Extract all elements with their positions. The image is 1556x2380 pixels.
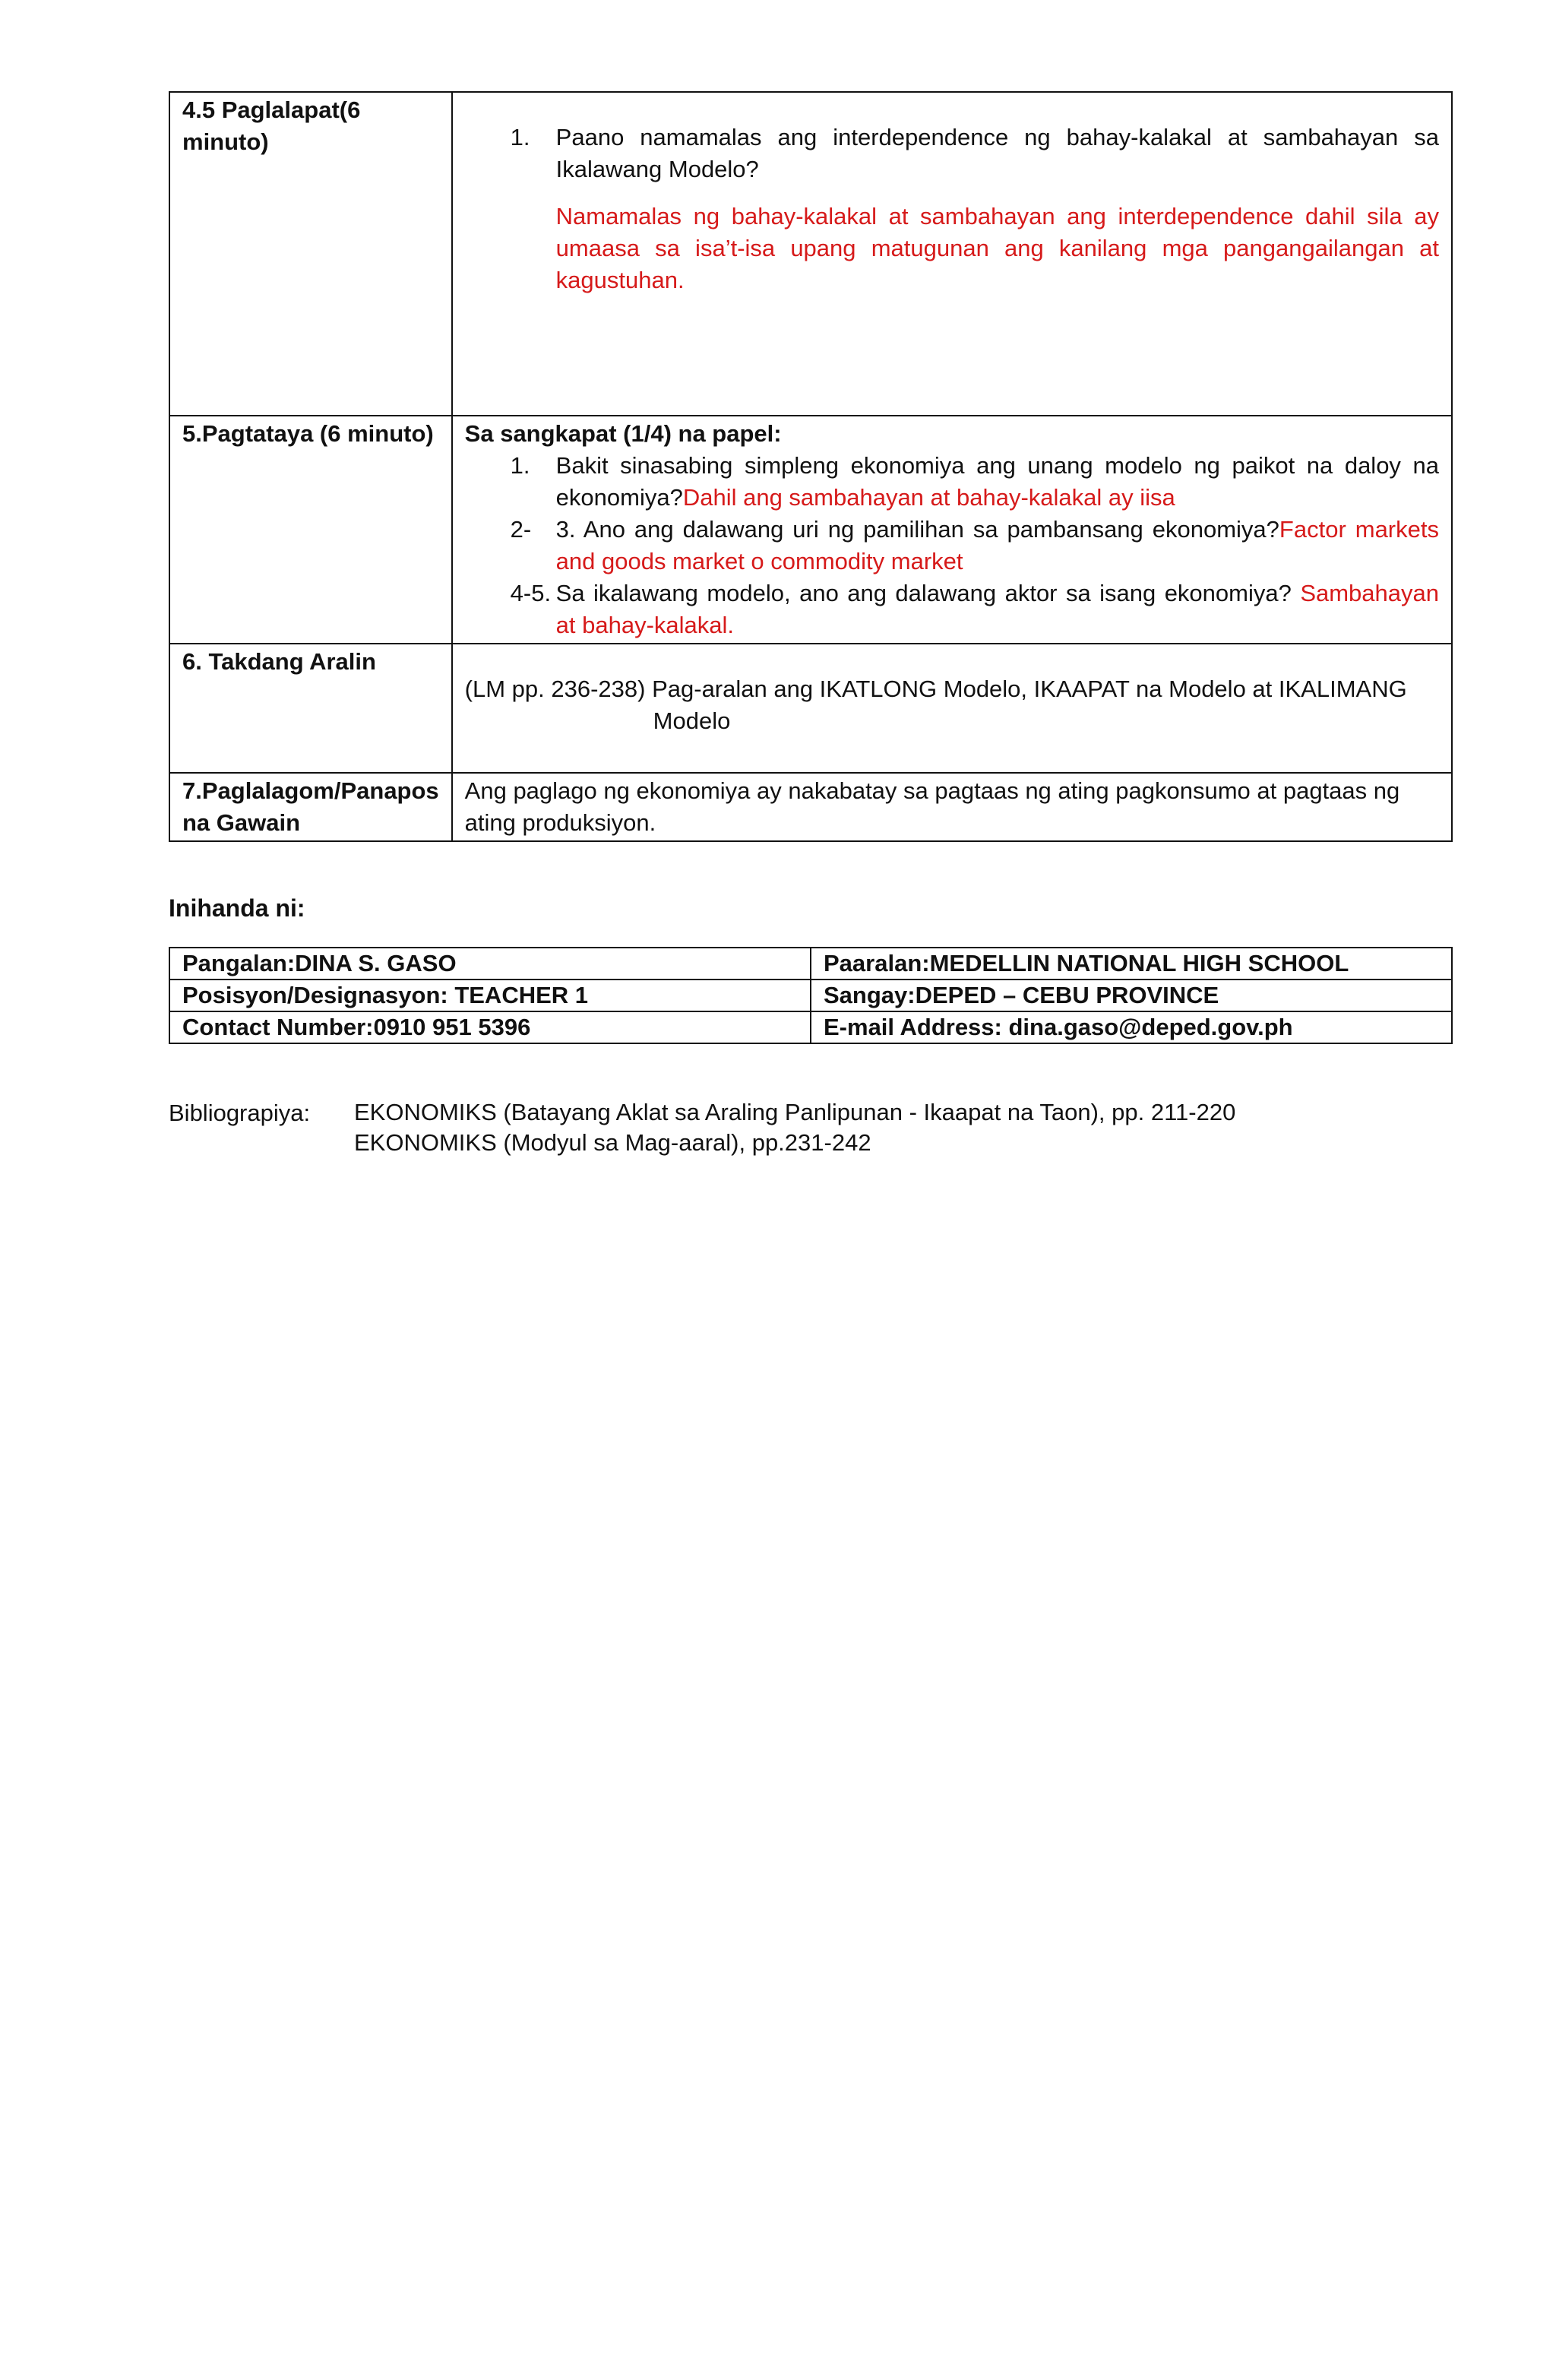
division-name: Sangay:DEPED – CEBU PROVINCE [811, 980, 1452, 1011]
answer-text: Sambahayan at bahay-kalakal. [555, 580, 1439, 638]
question-text: 3. Ano ang dalawang uri ng pamilihan sa pambansang ekonomiya? [555, 516, 1279, 543]
bibliography-label: Bibliograpiya: [169, 1100, 311, 1126]
row-content [452, 644, 1452, 773]
email-address: E-mail Address: dina.gaso@deped.gov.ph [811, 1011, 1452, 1043]
question-text: Sa ikalawang modelo, ano ang dalawang aktor sa isang ekonomiya? [555, 580, 1292, 606]
assignment-text-cont: Modelo [653, 707, 731, 734]
list-item [465, 578, 1439, 641]
section-heading: Sa sangkapat (1/4) na papel: [464, 420, 782, 447]
assignment-text: (LM pp. 236-238) Pag-aralan ang IKATLONG Modelo, IKAAPAT na Modelo at IKALIMANG [464, 676, 1407, 702]
list-item [465, 450, 1439, 514]
item-number: 4-5. [510, 580, 552, 606]
contact-number: Contact Number:0910 951 5396 [169, 1011, 811, 1043]
teacher-info-table [169, 947, 1453, 1044]
row-label: 4.5 Paglalapat(6 minuto) [169, 92, 452, 416]
table-row [169, 980, 1452, 1011]
row-paglalapat [169, 92, 1452, 416]
bibliography-entry: EKONOMIKS (Batayang Aklat sa Araling Panlipunan - Ikaapat na Taon), pp. 211-220 [354, 1099, 1236, 1125]
item-number: 1. [510, 124, 530, 150]
answer-text: Namamalas ng bahay-kalakal at sambahayan ang interdependence dahil sila ay umaasa sa isa’t-isa upang matugunan ang kanilang mga pangangailangan at kagustuhan. [555, 203, 1439, 293]
lesson-plan-table [169, 91, 1453, 842]
summary-text: Ang paglago ng ekonomiya ay nakabatay sa pagtaas ng ating pagkonsumo at pagtaas ng ating produksiyon. [452, 773, 1452, 841]
row-pagtataya [169, 416, 1452, 644]
answer-text: Dahil ang sambahayan at bahay-kalakal ay iisa [682, 484, 1175, 511]
row-content [452, 416, 1452, 644]
document-page [169, 91, 1453, 1158]
prepared-by-heading: Inihanda ni: [169, 894, 305, 922]
row-content [452, 92, 1452, 416]
row-label: 5.Pagtataya (6 minuto) [169, 416, 452, 644]
row-label: 6. Takdang Aralin [169, 644, 452, 773]
question-text: Bakit sinasabing simpleng ekonomiya ang unang modelo ng paikot na daloy na ekonomiya? [555, 452, 1439, 511]
item-number: 2- [510, 516, 532, 543]
item-number: 1. [510, 452, 530, 479]
bibliography-entry: EKONOMIKS (Modyul sa Mag-aaral), pp.231-242 [354, 1129, 871, 1156]
list-item [465, 514, 1439, 578]
row-takdang-aralin [169, 644, 1452, 773]
teacher-position: Posisyon/Designasyon: TEACHER 1 [169, 980, 811, 1011]
table-row [169, 948, 1452, 980]
teacher-name: Pangalan:DINA S. GASO [169, 948, 811, 980]
school-name: Paaralan:MEDELLIN NATIONAL HIGH SCHOOL [811, 948, 1452, 980]
table-row [169, 1011, 1452, 1043]
bibliography [169, 1097, 1453, 1158]
answer-text: Factor markets and goods market o commodity market [555, 516, 1439, 574]
question-text: Paano namamalas ang interdependence ng bahay-kalakal at sambahayan sa Ikalawang Modelo? [555, 124, 1439, 182]
row-label: 7.Paglalagom/Panapos na Gawain [169, 773, 452, 841]
row-paglalagom [169, 773, 1452, 841]
